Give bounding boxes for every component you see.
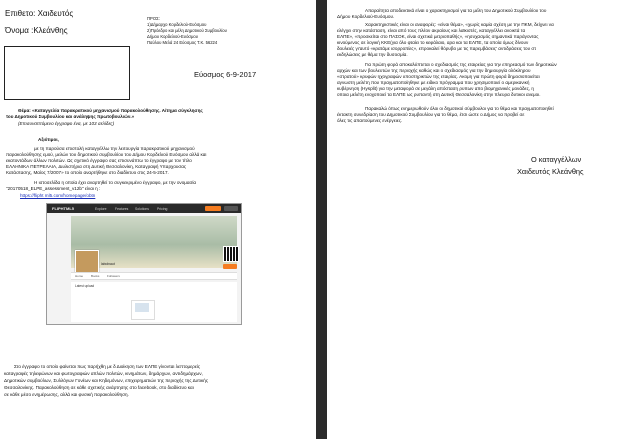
body-line: Δημοτικών συμβούλων, Συλλόγων Γονέων και Κηδεμόνων, επιχειρηματιών της περιοχής της Δυτικής <box>4 378 209 383</box>
attachment-note: (Επισυναπτόμενο έγγραφο ένα, με 103 σελίδες) <box>18 121 115 126</box>
document-page-left <box>0 0 316 439</box>
body-line: ελέγχει στην κατάσταση, είναι από τους πλέον ακραίους και λαϊκιστές, καταγγέλλει ανοικτά τα <box>337 28 526 33</box>
website-nav-item: Features <box>115 206 129 211</box>
document-link[interactable]: https://flipht ml5.com/homepage/obtn <box>20 193 96 198</box>
body-line: Για πρώτη φορά αποκαλύπτεται ο σχεδιασμός της εταιρείας για την επηρεασμό των δημοτικών <box>365 62 557 67</box>
profile-tab: Home <box>75 274 84 278</box>
website-nav-item: Solutions <box>135 206 149 211</box>
body-line: Παρακαλώ όπως ενημερωθούν όλοι οι δημοτικοί σύμβουλοι για το θέμα και πραγματοποιηθεί <box>365 106 554 111</box>
body-line: Δήμου Κορδελιού-Ευόσμου. <box>337 14 395 19</box>
sender-surname: Επιθετο: Χαιδευτός <box>5 9 74 18</box>
profile-username: labolnaut <box>101 262 115 266</box>
body-line: εκατοντάδων άλλων πολιτών. Ως σχετικό έγγραφο σας επισυνάπτω το έγγραφο με τον τίτλο <box>6 158 192 163</box>
signature-name: Χαιδευτός Κλεάνθης <box>517 167 584 176</box>
body-line: κυβέρνηση (Hysplit) για την μεταφορά σε μεγάλη απόσταση ρυπων απο βιομηχανικές μονάδες, η <box>337 86 534 91</box>
recipient-line: 2)Πρόεδρο και μέλη Δημοτικού Συμβουλίου <box>147 28 227 33</box>
body-line: όλες τις απαιτούμενες ενέργειες. <box>337 118 403 123</box>
latest-upload-heading: Latest upload <box>75 284 95 288</box>
body-line: Θεσσαλονίκης. Παρακολούθηση σε κάθε σχετικής ανάρτησης στο facebook, στο διαδίκτυο και <box>4 385 194 390</box>
body-line: "20170518_ELPE_assessment_v12b" είναι η : <box>6 186 101 191</box>
body-line: οποια μελέτη ενοχοποιεί τα ΕΛΠΕ ως ρυπαντή στη Δυτική Θεσσαλονίκη στην πλευρα δυτικοι ανεμοι. <box>337 92 541 97</box>
website-logo: FLIPHTML5 <box>52 206 74 211</box>
body-line: με τη παρούσα επιστολή καταγγέλλω την λειτουργία παρακρατικού μηχανισμού <box>34 146 195 151</box>
closing-line: Ο καταγγέλλων <box>531 155 582 164</box>
qr-code-icon <box>223 246 239 262</box>
document-page-right <box>327 0 640 439</box>
subject-line: του Δημοτικού Συμβουλίου και ανάληψης πρωτοβουλιών.» <box>6 114 135 119</box>
body-line: Στο έγγραφο το οποίο φαίνεται πως παρήχθη με δ Διοίκηση των ΕΛΠΕ γίνονται λεπτομερείς <box>14 364 201 369</box>
body-line: σε κάθε μέσο ενημέρωσης, αλλά και φυσική παρακολούθηση. <box>4 392 129 397</box>
body-line: Χαρακτηριστικές είναι οι αναφορές: «είναι θέμα», «χωρίς καμία σχέση με την ΠΚΜ, δείχνει να <box>365 22 554 27</box>
body-line: ΕΛΛΗΝΙΚΑ ΠΕΤΡΕΛΑΙΑ, Διυλιστήρια στη Δυτική Θεσσαλονίκη, Καταγραφή Υπαρχουσας <box>6 164 187 169</box>
profile-tab: Books <box>91 274 100 278</box>
body-line: αγνωστη μελέτη που πραγματοποίηθηκε με ειδικο πρόγραμμα που χρησιμοποιεί ο αμερικανική <box>337 80 530 85</box>
body-line: έκτακτη συνεδρίαση του Δημοτικού Συμβουλίου για το θέμα, έτσι ώστε ο Δήμος να προβεί σε <box>337 112 525 117</box>
website-login-button <box>224 206 238 211</box>
recipient-line: 1)Δήμαρχο Κορδελιού-Ευόσμου <box>147 22 207 27</box>
recipient-line: Δήμου Κορδελιού-Ευόσμου <box>147 34 199 39</box>
profile-tabs <box>71 272 237 280</box>
publication-thumbnail-image <box>135 303 149 312</box>
website-nav-item: Explore <box>95 206 107 211</box>
recipient-line: ΠΡΟΣ: <box>147 16 160 21</box>
body-line: «στρατού» κρυφών ηχογραφών υποστηρικτών της εταιρίας. Ακομη για πρώτη φορά δημοσιοποιείται <box>337 74 540 79</box>
subject-line: Θέμα: «Καταγγελία παρακρατικού μηχανισμού παρακολούθησης. Αίτημα σύγκλησης <box>18 108 203 113</box>
embedded-website-screenshot <box>46 203 242 325</box>
document-date: Εύοσμος 6-9-2017 <box>194 70 257 79</box>
body-line: εκδηλώσεις με θέμα την δυσοσμία. <box>337 52 408 57</box>
body-line: αρχών και των βουλευτών της περιοχής καθώς και ο σχεδιασμός για την δημιουργία ολόκληρου <box>337 68 531 73</box>
website-upload-button <box>205 206 221 211</box>
greeting: Αξιότιμοι, <box>38 137 59 142</box>
photo-placeholder-box <box>4 46 130 100</box>
page-divider <box>316 0 327 439</box>
website-follow-button <box>223 264 237 269</box>
body-line: δουλειές γι'αυτό «κρατάμε ισορροπίες», επροκαλεί θόρυβο με τις παρεμβάσεις' αντιδράσεις του στ <box>337 46 537 51</box>
body-line: παρακολούθησης εμού, μελών του δημοτικού συμβουλίου του Δήμου Κορδελιού Ευόσμου αλλά και <box>6 152 207 157</box>
profile-tab: Followers <box>107 274 120 278</box>
body-line: ΕΛΠΕ», «προσκείται στο ΠΑΣΟΚ, είναι σχετικά μετριοπαθής», «ησυχασμός σημαντικά παράγοντας <box>337 34 539 39</box>
body-line: Η ιστοσελίδα η οποία έχει αναρτηθεί το συγκεκριμένο έγγραφο, με την ονομασία <box>34 180 197 185</box>
body-line: καταγραφές τηλεφώνων και φωτογραφιών απλών πολιτών, κινημάτων, δημάρχων, αντιδημάρχων, <box>4 371 203 376</box>
profile-avatar <box>75 250 99 274</box>
body-line: κινούμενος σε λογική ΚΚΕ(για όλο φταίει το κεφάλαιο, αρα και τα ΕΛΠΕ, τα οποία όμως δίνουν <box>337 40 529 45</box>
website-nav-item: Pricing <box>157 206 168 211</box>
sender-firstname: Όνομα :Κλεάνθης <box>5 26 68 35</box>
recipient-line: Παύλου Μελά 24 Εύοσμος Τ.Κ. 56224 <box>147 40 218 45</box>
body-line: Απαραίτητα αποδεικτικά είναι ο χαρακτηρισμοί για τα μέλη του Δημοτικού Συμβουλίου του <box>365 8 547 13</box>
body-line: Κατάστασης, Μαίος 7/2007» το οποίο αναρτήθηκε στο διαδίκτυο στις 24-5-2017. <box>6 170 169 175</box>
